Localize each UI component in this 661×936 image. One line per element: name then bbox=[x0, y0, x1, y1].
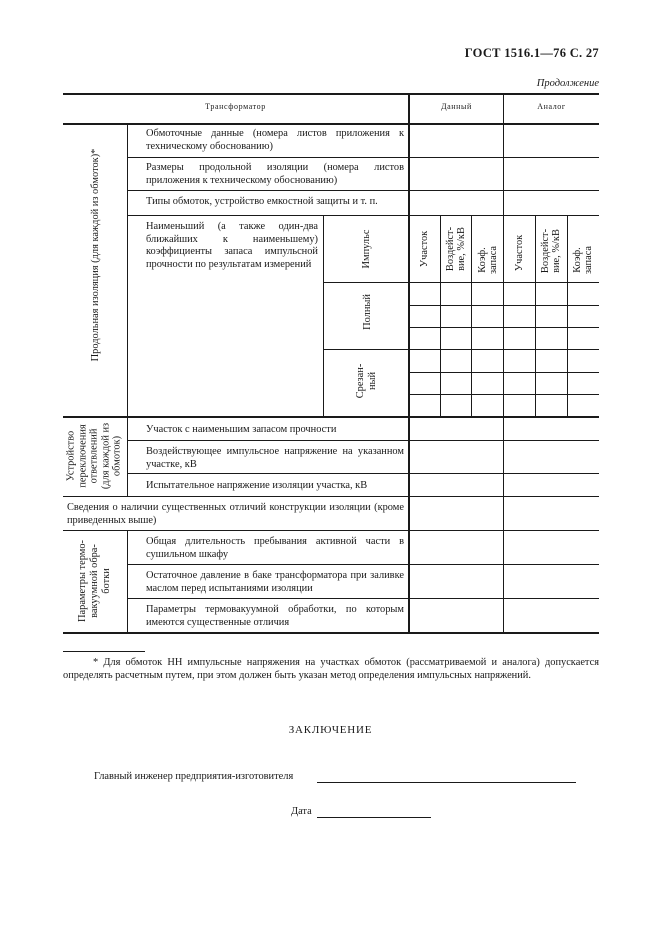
taps-line-4: (для каждой из bbox=[99, 422, 111, 490]
influence-line-2: вие, %/кВ bbox=[551, 229, 562, 273]
impulse-label: Импульс bbox=[360, 229, 372, 269]
row-differences: Сведения о наличии существенных отличий конструкции изоляции (кроме приведенных выше) bbox=[67, 502, 404, 526]
coef-line-2: запаса bbox=[583, 245, 594, 275]
group-label-taps bbox=[65, 423, 123, 489]
full-impulse-label: Полный bbox=[361, 294, 373, 330]
influence-line-1: Воздейст- bbox=[540, 228, 551, 274]
subheader-influence-analog bbox=[540, 229, 562, 273]
row-pressure: Остаточное давление в баке трансформатора при заливке маслом перед испытаниями изоляции bbox=[146, 570, 404, 594]
row-voltage: Воздействующее импульсное напряжение на указанном участке, кВ bbox=[146, 446, 404, 470]
coef-line-1: Коэф. bbox=[572, 247, 583, 273]
engineer-signature-line bbox=[317, 782, 576, 783]
row-test-voltage: Испытательное напряжение изоляции участка, кВ bbox=[146, 480, 368, 491]
thermo-line-2: вакуумной обра- bbox=[89, 544, 100, 618]
subheader-coef-analog bbox=[572, 246, 594, 274]
date-line bbox=[317, 817, 431, 818]
taps-line-5: обмоток) bbox=[111, 435, 123, 477]
chopped-impulse-line-1: Срезан- bbox=[355, 363, 366, 399]
column-header-given: Данный bbox=[441, 102, 472, 111]
footnote-rule bbox=[63, 651, 145, 652]
row-duration: Общая длительность пребывания активной части в сушильном шкафу bbox=[146, 536, 404, 560]
subheader-section-analog: Участок bbox=[513, 234, 525, 272]
row-winding-data: Обмоточные данные (номера листов приложения к техническому обоснованию) bbox=[146, 128, 404, 152]
conclusion-title: ЗАКЛЮЧЕНИЕ bbox=[288, 724, 373, 736]
coef-line-1: Коэф. bbox=[477, 247, 488, 273]
doc-reference: ГОСТ 1516.1—76 С. 27 bbox=[464, 46, 599, 60]
column-header-transformer: Трансформатор bbox=[205, 102, 266, 111]
row-section-min: Участок с наименьшим запасом прочности bbox=[146, 424, 337, 435]
taps-line-1: Устройство bbox=[65, 430, 77, 482]
subheader-section-given: Участок bbox=[418, 230, 430, 268]
coef-line-2: запаса bbox=[488, 245, 499, 275]
footnote: * Для обмоток НН импульсные напряжения на участках обмоток (рассматриваемой и аналога) допускается определять расчетным путем, при этом должен быть указан метод определения импульсных напряжений. bbox=[63, 657, 599, 681]
group-label-longitudinal: Продольная изоляция (для каждой из обмоток)* bbox=[89, 148, 101, 362]
taps-line-2: переключения bbox=[76, 424, 88, 488]
engineer-label: Главный инженер предприятия-изготовителя bbox=[94, 771, 294, 782]
thermo-line-1: Параметры термо- bbox=[77, 540, 88, 622]
group-label-thermo bbox=[77, 540, 113, 622]
influence-line-1: Воздейст- bbox=[445, 226, 456, 272]
continuation-label: Продолжение bbox=[536, 78, 599, 89]
thermo-line-3: ботки bbox=[101, 568, 112, 594]
subheader-influence-given bbox=[445, 227, 467, 271]
chopped-impulse-label bbox=[355, 364, 379, 399]
row-insulation-sizes: Размеры продольной изоляции (номера листов приложения к техническому обоснованию) bbox=[146, 162, 404, 186]
column-header-analog: Аналог bbox=[537, 102, 566, 111]
row-winding-types: Типы обмоток, устройство емкостной защиты и т. п. bbox=[146, 196, 378, 207]
taps-line-3: ответвлений bbox=[88, 428, 100, 484]
chopped-impulse-line-2: ный bbox=[367, 371, 378, 391]
influence-line-2: вие, %/кВ bbox=[456, 227, 467, 271]
subheader-coef-given bbox=[477, 246, 499, 274]
row-params: Параметры термовакуумной обработки, по которым имеются существенные отличия bbox=[146, 604, 404, 628]
date-label: Дата bbox=[291, 806, 312, 817]
row-min-margin: Наименьший (а также один-два ближайших к наименьшему) коэффициенты запаса импульсной прочности по результатам измерений bbox=[146, 221, 318, 270]
